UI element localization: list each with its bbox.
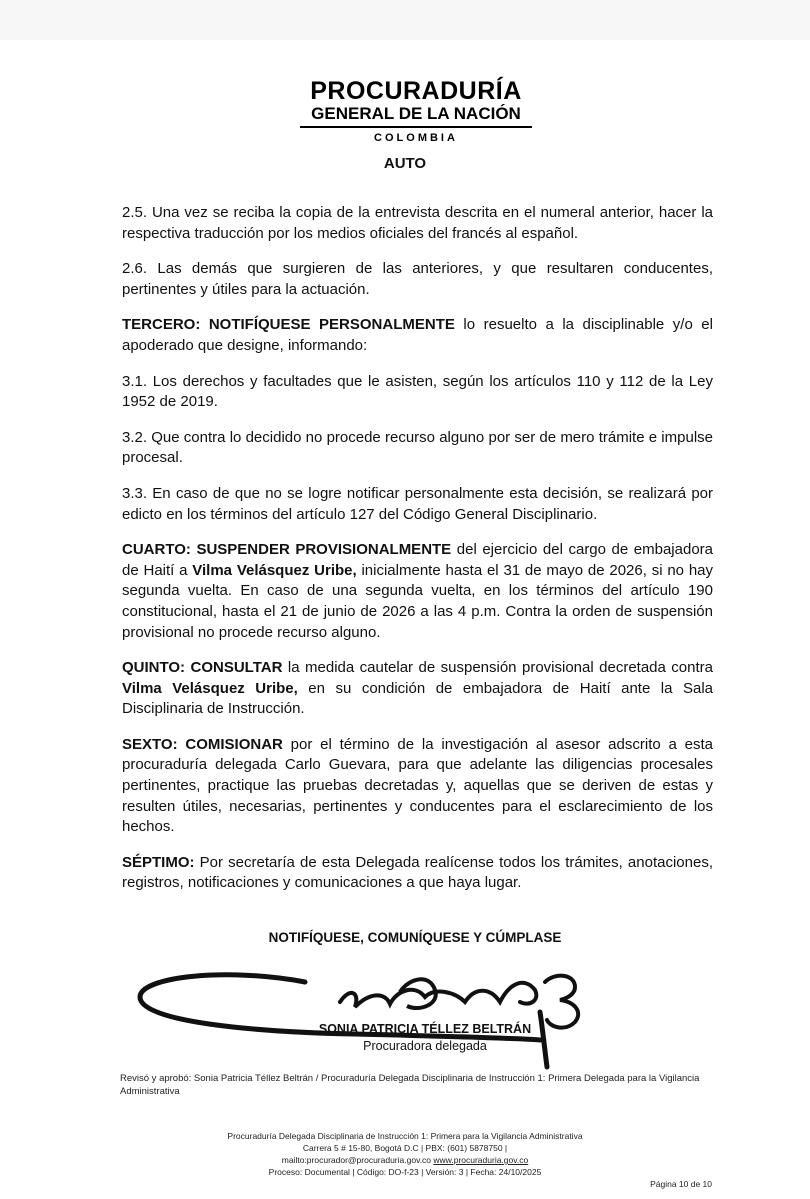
paragraph-3-3: 3.3. En caso de que no se logre notificar personalmente esta decisión, se realizará por edicto en los términos del artículo 127 del Código General Disciplinario. [122,484,713,523]
paragraph-3-1: 3.1. Los derechos y facultades que le asisten, según los artículos 110 y 112 de la Ley 1952 de 2019. [122,372,713,411]
septimo-label: SÉPTIMO: [122,853,195,871]
paragraph-cuarto [122,540,713,643]
paragraph-3-2: 3.2. Que contra lo decidido no procede recurso alguno por ser de mero trámite e impulse procesal. [122,428,713,467]
quinto-name: Vilma Velásquez Uribe, [122,679,298,697]
cuarto-text-2: inicialmente hasta el 31 de mayo de 2026, si no hay segunda vuelta. En caso de una segunda vuelta, en los términos del artículo 190 constitucional, hasta el 21 de junio de 2026 a las 4 p.m. Contra la orden de suspensión provisional no procede recurso alguno. [122,561,713,641]
closing-formula: NOTIFÍQUESE, COMUNÍQUESE Y CÚMPLASE [268,930,562,945]
handwritten-signature [135,962,605,1072]
logo-subtitle: GENERAL DE LA NACIÓN [311,104,521,123]
page-number: Página 10 de 10 [650,1179,712,1189]
paragraph-2-5: 2.5. Una vez se reciba la copia de la entrevista descrita en el numeral anterior, hacer la respectiva traducción por los medios oficiales del francés al español. [122,204,713,242]
cuarto-text-1: del ejercicio del cargo de embajadora de Haití a [122,541,714,579]
footer-mail-link[interactable]: mailto:procurador@procuraduria.gov.co [281,1155,432,1165]
document-type: AUTO [383,155,427,172]
footer-process: Proceso: Documental | Código: DO-f-23 | Versión: 3 | Fecha: 24/10/2025 [268,1167,542,1177]
tercero-label: TERCERO: NOTIFÍQUESE PERSONALMENTE [122,316,455,334]
cuarto-label: CUARTO: SUSPENDER PROVISIONALMENTE [122,541,452,559]
footer-contact [0,1154,810,1166]
signer-title: Procuradora delegada [363,1039,487,1053]
paragraph-sexto [122,735,713,838]
paragraph-quinto [122,658,713,720]
quinto-text-2: en su condición de embajadora de Haití ante la Sala Disciplinaria de Instrucción. [122,679,713,718]
quinto-text-1: la medida cautelar de suspensión provisional decretada contra [282,659,714,677]
procuraduria-logo [300,78,532,144]
logo-rule [300,126,532,128]
signer-name: SONIA PATRICIA TÉLLEZ BELTRÁN [318,1022,532,1036]
logo-title: PROCURADURÍA [310,77,522,105]
quinto-label: QUINTO: CONSULTAR [122,659,283,677]
footer-office: Procuraduría Delegada Disciplinaria de Instrucción 1: Primera para la Vigilancia Administrativa [227,1131,583,1141]
sexto-label: SEXTO: COMISIONAR [122,735,283,753]
sexto-text: por el término de la investigación al asesor adscrito a esta procuraduría delegada Carlo Guevara, para que adelante las diligencias procesales pertinentes, practique las pruebas decretadas y, aquellas que se deriven de estas y resulten útiles, necesarias, pertinentes y conducentes para el esclarecimiento de los hechos. [122,735,713,836]
paragraph-2-6: 2.6. Las demás que surgieren de las anteriores, y que resultaren conducentes, pertinentes y útiles para la actuación. [122,260,713,298]
cuarto-name: Vilma Velásquez Uribe, [192,561,357,579]
review-note: Revisó y aprobó: Sonia Patricia Téllez Beltrán / Procuraduría Delegada Disciplinaria de Instrucción 1: Primera Delegada para la Vigilancia Administrativa [120,1073,700,1097]
footer-web-link[interactable]: www.procuraduria.gov.co [433,1155,529,1165]
top-bar [0,0,810,40]
septimo-text: Por secretaría de esta Delegada realícense todos los trámites, anotaciones, registros, notificaciones y comunicaciones a que haya lugar. [122,853,713,892]
paragraph-septimo [122,853,713,894]
footer-address: Carrera 5 # 15-80, Bogotá D.C | PBX: (601) 5878750 | [302,1143,508,1153]
document-body [122,203,713,909]
logo-country: COLOMBIA [374,132,458,144]
page-footer [0,1130,810,1178]
tercero-text: lo resuelto a la disciplinable y/o el apoderado que designe, informando: [122,316,713,354]
paragraph-tercero [122,315,713,356]
